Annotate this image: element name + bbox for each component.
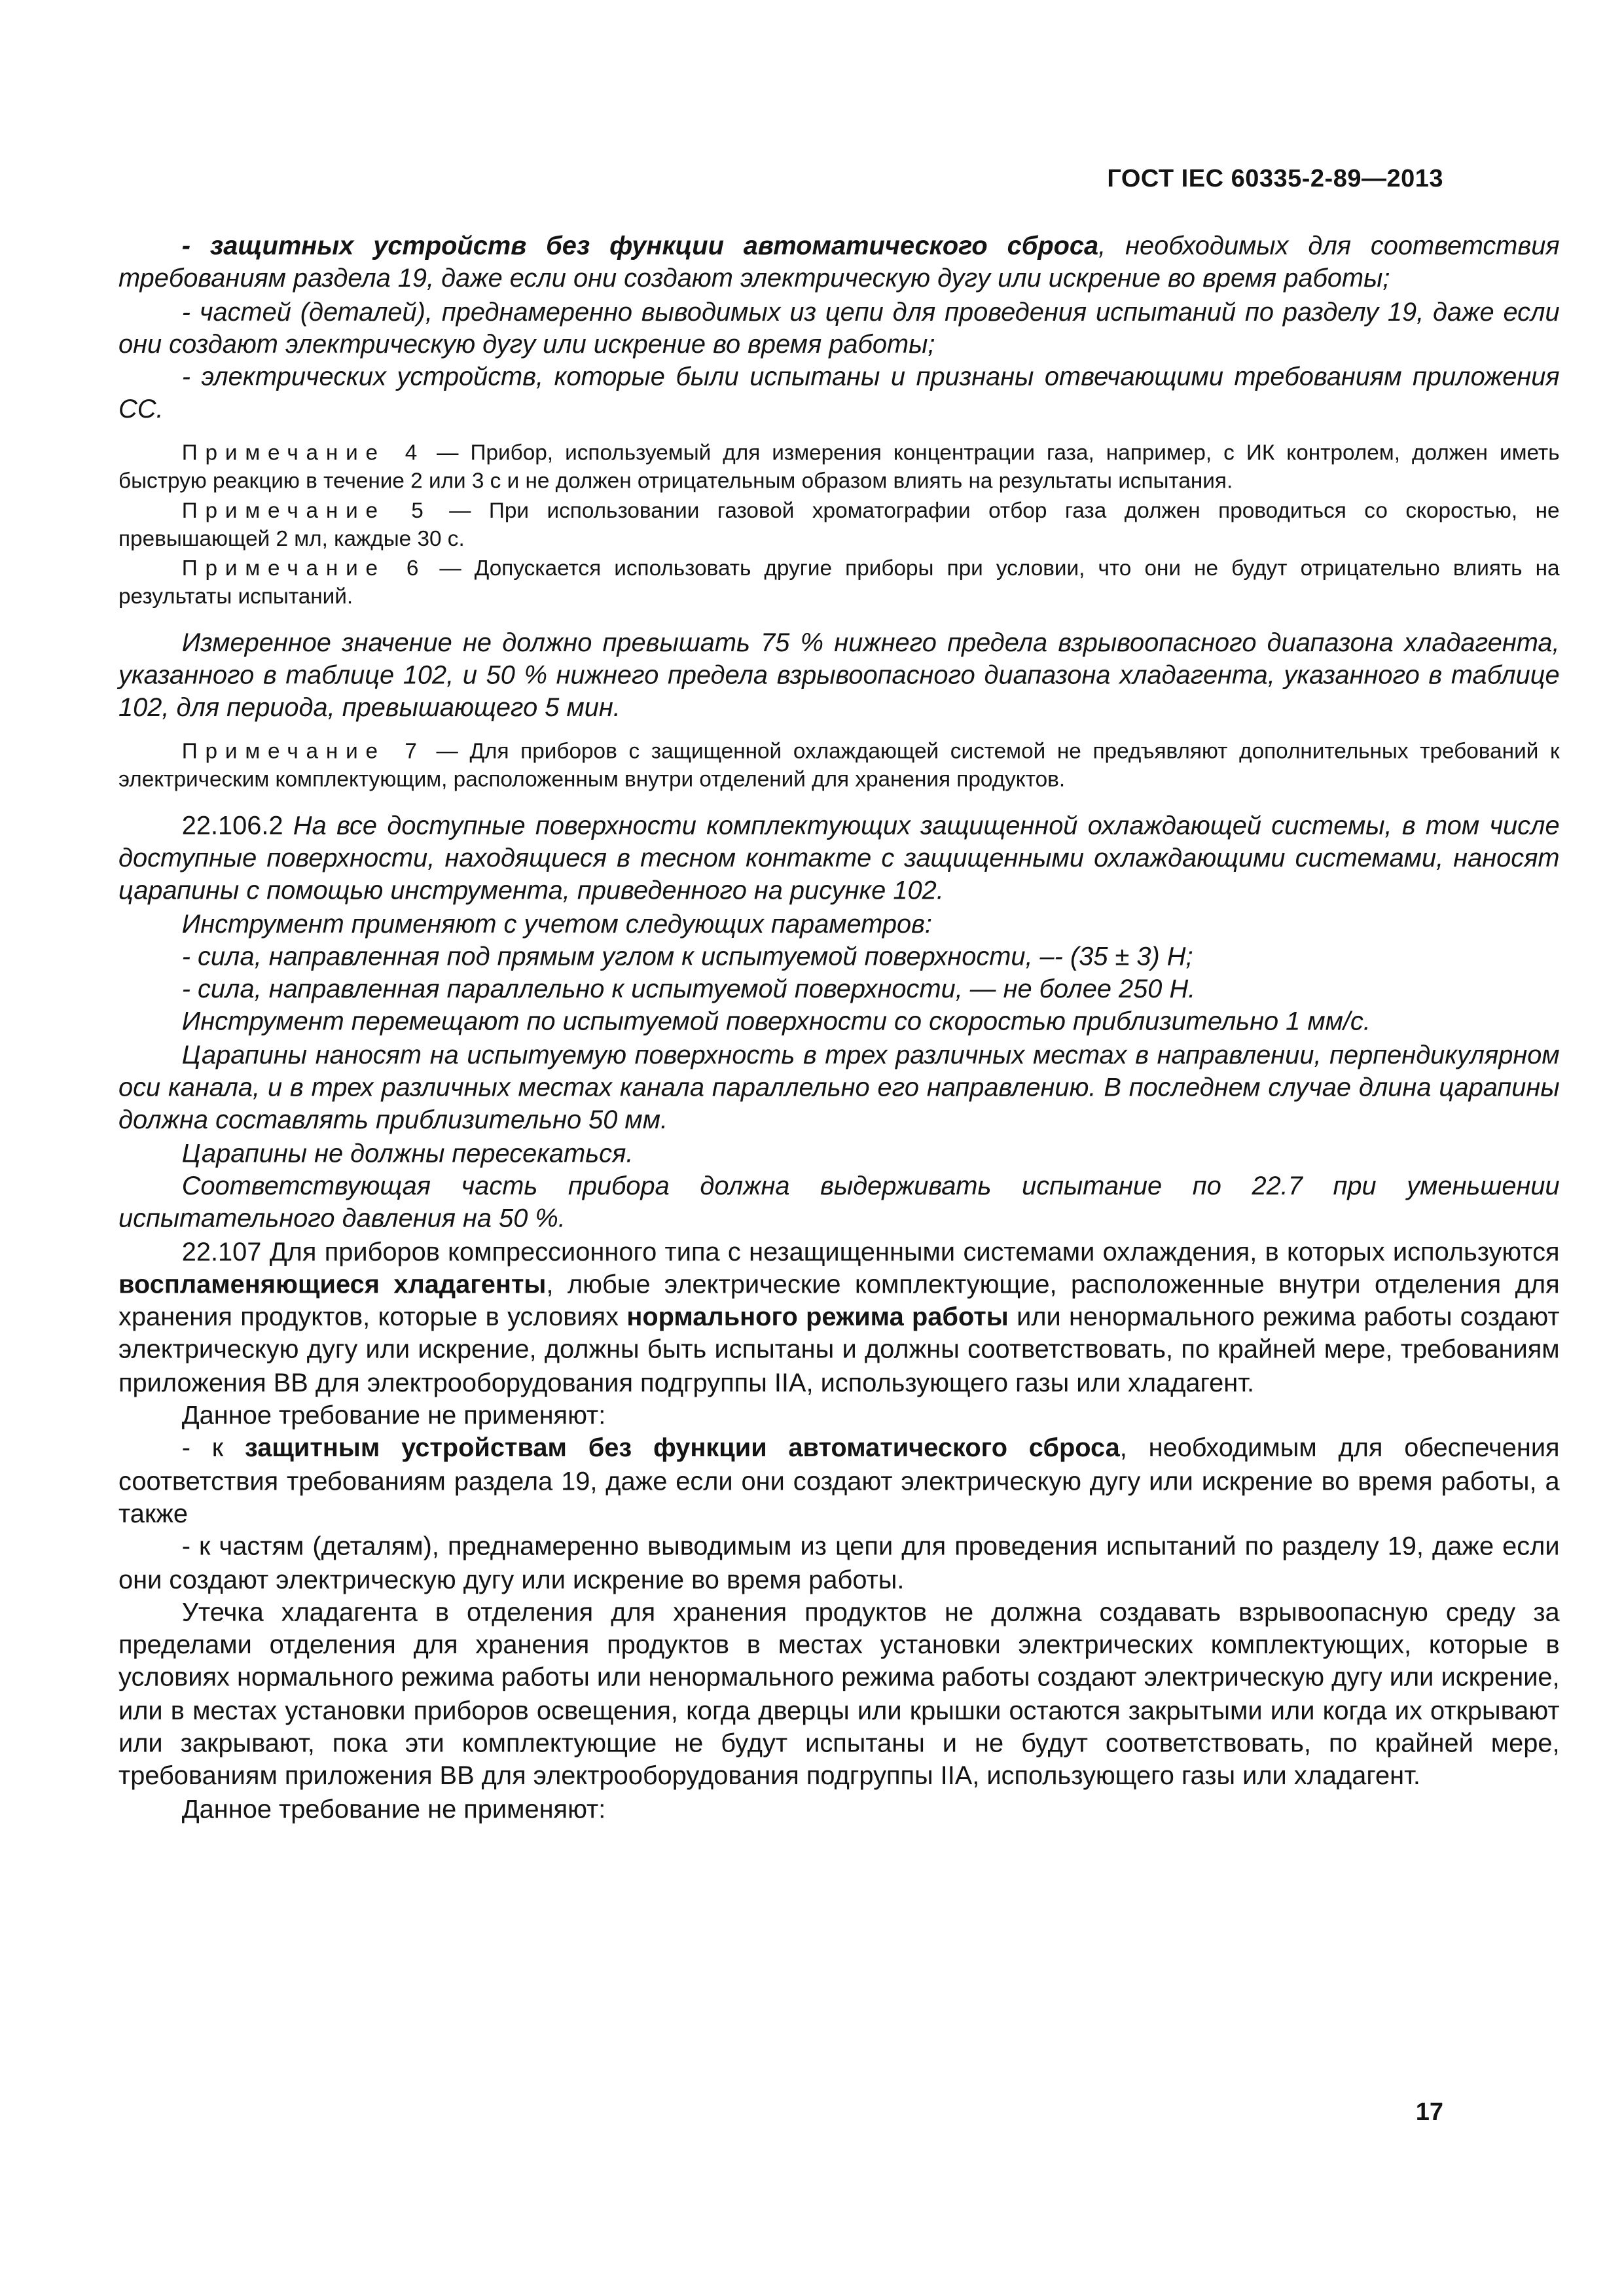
clause-22-106-2: 22.106.2 На все доступные поверхности комплектующих защищенной охлаждающей системы, в том числе доступные поверхности, находящиеся в тесном контакте с защищенными охлаждающими системами, наносят царапины с помощью инструмента, приведенного на рисунке 102.	[118, 810, 1560, 905]
exception-item-1: - защитных устройств без функции автоматического сброса, необходимых для соответствия требованиям раздела 19, даже если они создают электрическую дугу или искрение во время работы;	[118, 230, 1560, 293]
page-number: 17	[1415, 2098, 1443, 2126]
defined-term: - защитных устройств без функции автоматического сброса	[181, 230, 1099, 260]
scratches-paragraph: Царапины наносят на испытуемую поверхность в трех различных местах в направлении, перпендикулярном оси канала, и в трех различных местах канала параллельно его направлению. В последнем случае длина царапины должна составлять приблизительно 50 мм.	[118, 1039, 1560, 1135]
clause-number: 22.106.2	[181, 810, 283, 840]
document-header: ГОСТ IEC 60335-2-89—2013	[1107, 165, 1443, 192]
leak-paragraph: Утечка хладагента в отделения для хранения продуктов не должна создавать взрывоопасную среду за пределами отделения для хранения продуктов в местах установки электрических комплектующих, которые в условиях нормального режима работы или ненормального режима работы создают электрическую дугу или искрение, или в местах установки приборов освещения, когда дверцы или крышки остаются закрытыми или когда их открывают или закрывают, пока эти комплектующие не будут испытаны и не будут соответствовать, по крайней мере, требованиям приложения ВВ для электрооборудования подгруппы IIA, использующего газы или хладагент.	[118, 1596, 1560, 1790]
no-cross-paragraph: Царапины не должны пересекаться.	[181, 1138, 634, 1168]
exception-item-3: - электрических устройств, которые были испытаны и признаны отвечающими требованиям приложения СС.	[118, 361, 1560, 424]
not-apply-item-1: - к защитным устройствам без функции автоматического сброса, необходимым для обеспечения соответствия требованиям раздела 19, даже если они создают электрическую дугу или искрение во время работы, а также	[118, 1432, 1560, 1528]
exception-item-2: - частей (деталей), преднамеренно выводимых из цепи для проведения испытаний по разделу 19, даже если они создают электрическую дугу или искрение во время работы;	[118, 296, 1560, 359]
clause-22-107: 22.107 Для приборов компрессионного типа с незащищенными системами охлаждения, в которых используются воспламеняющиеся хладагенты, любые электрические комплектующие, расположенные внутри отделения для хранения продуктов, которые в условиях нормального режима работы или ненормального режима работы создают электрическую дугу или искрение, должны быть испытаны и должны соответствовать, по крайней мере, требованиям приложения ВВ для электрооборудования подгруппы IIA, использующего газы или хладагент.	[118, 1236, 1560, 1397]
note-6: Примечание 6 — Допускается использовать другие приборы при условии, что они не будут отрицательно влиять на результаты испытаний.	[118, 556, 1560, 610]
measured-value-paragraph: Измеренное значение не должно превышать 75 % нижнего предела взрывоопасного диапазона хладагента, указанного в таблице 102, и 50 % нижнего предела взрывоопасного диапазона хладагента, указанного в таблице 102, для периода, превышающего 5 мин.	[118, 626, 1560, 723]
params-intro: Инструмент применяют с учетом следующих параметров:	[181, 908, 932, 938]
speed-paragraph: Инструмент перемещают по испытуемой поверхности со скоростью приблизительно 1 мм/с.	[181, 1006, 1371, 1036]
not-apply-intro-2: Данное требование не применяют:	[181, 1793, 606, 1823]
page-body	[118, 229, 1560, 1825]
param-item-2: - сила, направленная параллельно к испытуемой поверхности, — не более 250 Н.	[181, 973, 1196, 1003]
not-apply-intro-1: Данное требование не применяют:	[181, 1399, 606, 1429]
param-item-1: - сила, направленная под прямым углом к испытуемой поверхности, –- (35 ± 3) Н;	[181, 941, 1193, 971]
pressure-paragraph: Соответствующая часть прибора должна выдерживать испытание по 22.7 при уменьшении испытательного давления на 50 %.	[118, 1170, 1560, 1233]
note-5: Примечание 5 — При использовании газовой хроматографии отбор газа должен проводиться со скоростью, не превышающей 2 мл, каждые 30 с.	[118, 499, 1560, 552]
note-7: Примечание 7 — Для приборов с защищенной охлаждающей системой не предъявляют дополнительных требований к электрическим комплектующим, расположенным внутри отделений для хранения продуктов.	[118, 739, 1560, 793]
not-apply-item-2: - к частям (деталям), преднамеренно выводимым из цепи для проведения испытаний по разделу 19, даже если они создают электрическую дугу или искрение во время работы.	[118, 1531, 1560, 1594]
note-4: Примечание 4 — Прибор, используемый для измерения концентрации газа, например, с ИК контролем, должен иметь быструю реакцию в течение 2 или 3 с и не должен отрицательным образом влиять на результаты испытания.	[118, 441, 1560, 494]
